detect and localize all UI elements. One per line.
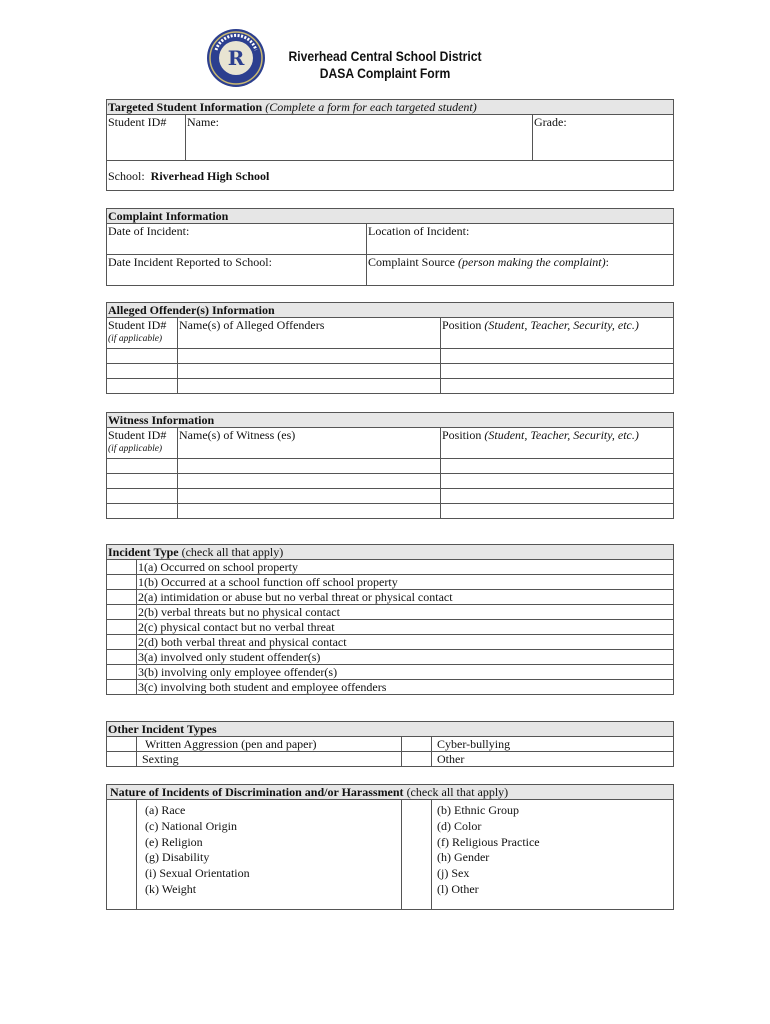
witness-names-header: Name(s) of Witness (es) bbox=[178, 428, 441, 459]
section-title: Witness Information bbox=[107, 413, 674, 428]
form-header bbox=[282, 48, 489, 82]
incident-option: 2(c) physical contact but no verbal threat bbox=[137, 620, 674, 635]
incident-checkbox[interactable] bbox=[107, 665, 137, 680]
nature-option: (g) Disability bbox=[145, 850, 210, 865]
other-incident-table bbox=[106, 721, 674, 767]
district-seal-logo bbox=[206, 28, 266, 88]
nature-option: (k) Weight bbox=[145, 881, 197, 896]
nature-option: (e) Religion bbox=[145, 834, 203, 849]
school-field[interactable]: School: Riverhead High School bbox=[107, 161, 674, 191]
other-checkbox[interactable] bbox=[402, 752, 432, 767]
offender-cell[interactable] bbox=[178, 364, 441, 379]
witness-cell[interactable] bbox=[178, 474, 441, 489]
incident-option: 1(b) Occurred at a school function off school property bbox=[137, 575, 674, 590]
nature-option: (f) Religious Practice bbox=[437, 834, 540, 849]
incident-checkbox[interactable] bbox=[107, 680, 137, 695]
complaint-info-table bbox=[106, 208, 674, 286]
section-title: Alleged Offender(s) Information bbox=[107, 303, 674, 318]
student-id-field[interactable]: Student ID# bbox=[107, 115, 186, 161]
date-of-incident-field[interactable]: Date of Incident: bbox=[107, 224, 367, 255]
other-option: Sexting bbox=[137, 752, 402, 767]
other-option: Cyber-bullying bbox=[432, 737, 674, 752]
school-value: Riverhead High School bbox=[150, 168, 270, 183]
other-option: Written Aggression (pen and paper) bbox=[137, 737, 402, 752]
incident-option: 3(c) involving both student and employee offenders bbox=[137, 680, 674, 695]
incident-checkbox[interactable] bbox=[107, 560, 137, 575]
witness-position-header: Position (Student, Teacher, Security, etc.) bbox=[441, 428, 674, 459]
incident-option: 1(a) Occurred on school property bbox=[137, 560, 674, 575]
nature-option: (h) Gender bbox=[437, 850, 490, 865]
offender-cell[interactable] bbox=[107, 349, 178, 364]
svg-text:R: R bbox=[227, 46, 245, 70]
nature-option: (l) Other bbox=[437, 881, 479, 896]
section-title: Targeted Student Information bbox=[108, 100, 263, 114]
nature-right-options bbox=[432, 800, 674, 910]
nature-option: (j) Sex bbox=[437, 866, 470, 881]
offender-cell[interactable] bbox=[107, 379, 178, 394]
nature-option: (c) National Origin bbox=[145, 818, 237, 833]
witness-cell[interactable] bbox=[441, 504, 674, 519]
nature-option: (a) Race bbox=[145, 803, 186, 817]
offender-cell[interactable] bbox=[441, 349, 674, 364]
nature-checkbox-column[interactable] bbox=[107, 800, 137, 910]
incident-checkbox[interactable] bbox=[107, 605, 137, 620]
offender-cell[interactable] bbox=[178, 349, 441, 364]
witness-cell[interactable] bbox=[107, 504, 178, 519]
incident-type-table: Incident Type (check all that apply) 1(a) Occurred on school property 1(b) Occurred at a school function off school property 2(a) intimidation or abuse but no verbal threat or physical contact 2(b) verbal threats but no physical contact 2(c) physical contact but no verbal threat 2(d) both verbal threat and physical contact 3(a) involved only student offender(s) 3(b) involving only employee offender(s) 3(c) involving both student and employee offenders bbox=[106, 544, 674, 695]
witness-cell[interactable] bbox=[441, 489, 674, 504]
incident-checkbox[interactable] bbox=[107, 575, 137, 590]
other-checkbox[interactable] bbox=[107, 752, 137, 767]
witness-cell[interactable] bbox=[178, 459, 441, 474]
district-name: Riverhead Central School District bbox=[288, 49, 482, 64]
witness-cell[interactable] bbox=[107, 489, 178, 504]
witness-cell[interactable] bbox=[441, 459, 674, 474]
nature-option: (b) Ethnic Group bbox=[437, 803, 519, 817]
offender-id-header: Student ID# (if applicable) bbox=[107, 318, 178, 349]
name-field[interactable]: Name: bbox=[186, 115, 533, 161]
nature-left-options bbox=[137, 800, 402, 910]
incident-checkbox[interactable] bbox=[107, 635, 137, 650]
witness-table bbox=[106, 412, 674, 519]
witness-cell[interactable] bbox=[178, 504, 441, 519]
section-title: Other Incident Types bbox=[107, 722, 674, 737]
nature-table: Nature of Incidents of Discrimination and/or Harassment (check all that apply) (a) Race (c) National Origin (e) Religion (g) Disability (i) Sexual Orientation (k) Weight (b) Ethnic Group (d) Color (f) Religious Practice (h) Gender (j) Sex (l) Other bbox=[106, 784, 674, 910]
offender-cell[interactable] bbox=[441, 364, 674, 379]
incident-option: 3(b) involving only employee offender(s) bbox=[137, 665, 674, 680]
offender-position-header: Position (Student, Teacher, Security, etc.) bbox=[441, 318, 674, 349]
incident-option: 3(a) involved only student offender(s) bbox=[137, 650, 674, 665]
other-checkbox[interactable] bbox=[402, 737, 432, 752]
offender-table bbox=[106, 302, 674, 394]
complaint-source-field[interactable]: Complaint Source (person making the complaint): bbox=[367, 255, 674, 286]
nature-option: (d) Color bbox=[437, 818, 482, 833]
witness-cell[interactable] bbox=[107, 459, 178, 474]
section-title: Incident Type bbox=[108, 545, 179, 559]
other-checkbox[interactable] bbox=[107, 737, 137, 752]
incident-option: 2(d) both verbal threat and physical contact bbox=[137, 635, 674, 650]
incident-option: 2(a) intimidation or abuse but no verbal threat or physical contact bbox=[137, 590, 674, 605]
section-title: Nature of Incidents of Discrimination and/or Harassment bbox=[110, 785, 404, 799]
offender-names-header: Name(s) of Alleged Offenders bbox=[178, 318, 441, 349]
witness-cell[interactable] bbox=[441, 474, 674, 489]
witness-id-header: Student ID# (if applicable) bbox=[107, 428, 178, 459]
nature-checkbox-column[interactable] bbox=[402, 800, 432, 910]
nature-option: (i) Sexual Orientation bbox=[145, 866, 250, 881]
grade-field[interactable]: Grade: bbox=[533, 115, 674, 161]
witness-cell[interactable] bbox=[178, 489, 441, 504]
incident-checkbox[interactable] bbox=[107, 620, 137, 635]
date-reported-field[interactable]: Date Incident Reported to School: bbox=[107, 255, 367, 286]
offender-cell[interactable] bbox=[178, 379, 441, 394]
other-option: Other bbox=[432, 752, 674, 767]
incident-option: 2(b) verbal threats but no physical contact bbox=[137, 605, 674, 620]
location-field[interactable]: Location of Incident: bbox=[367, 224, 674, 255]
section-title: Complaint Information bbox=[107, 209, 674, 224]
offender-cell[interactable] bbox=[107, 364, 178, 379]
offender-cell[interactable] bbox=[441, 379, 674, 394]
section-note: (Complete a form for each targeted student) bbox=[265, 100, 477, 114]
witness-cell[interactable] bbox=[107, 474, 178, 489]
targeted-student-table bbox=[106, 99, 674, 191]
form-title: DASA Complaint Form bbox=[319, 66, 451, 81]
incident-checkbox[interactable] bbox=[107, 590, 137, 605]
incident-checkbox[interactable] bbox=[107, 650, 137, 665]
